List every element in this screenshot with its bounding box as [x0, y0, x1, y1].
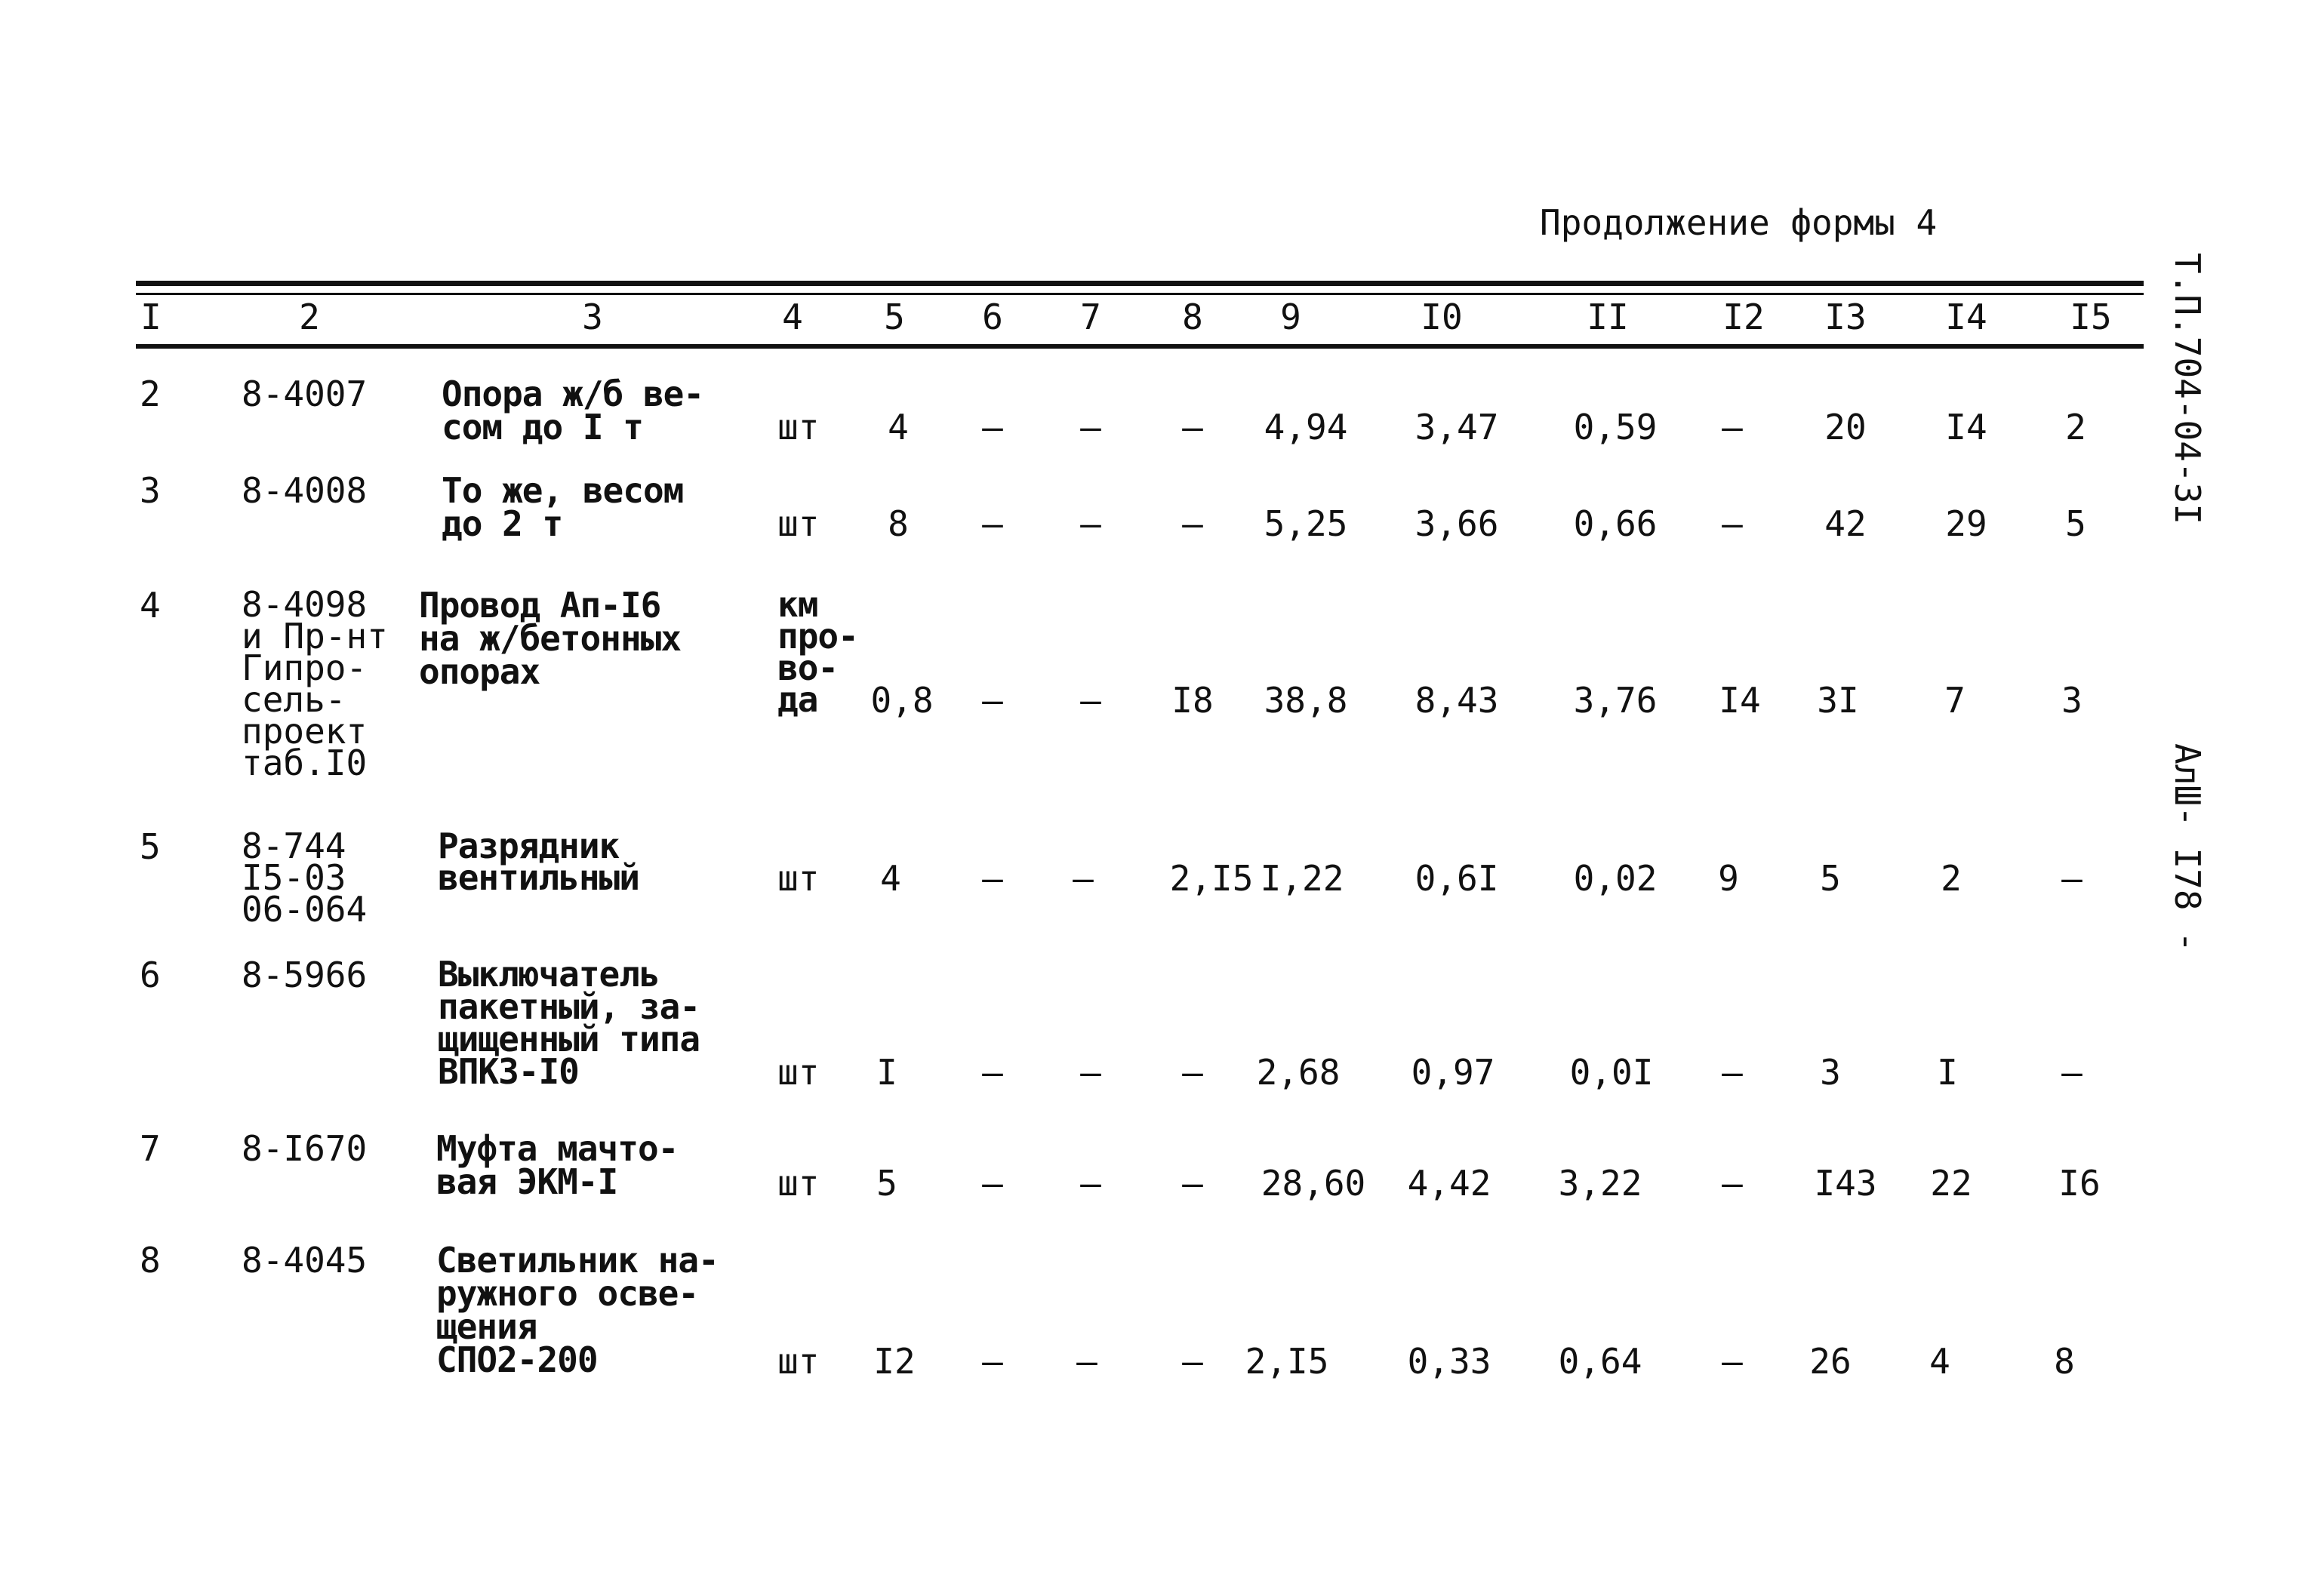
column-header: I3: [1824, 297, 1867, 337]
column-header: 5: [884, 297, 905, 337]
row-number: 6: [140, 955, 161, 995]
cell-c13: 20: [1824, 407, 1867, 447]
cell-c11: 0,02: [1573, 858, 1658, 899]
cell-c14: 7: [1944, 680, 1966, 721]
cell-c6: –: [982, 1163, 1003, 1204]
cell-c7: –: [1076, 1341, 1097, 1382]
cell-c13: 3: [1820, 1052, 1841, 1093]
side-code-bottom: АлШ- I78 -: [2167, 743, 2208, 952]
cell-c11: 3,22: [1558, 1163, 1642, 1204]
cell-c12: 9: [1718, 858, 1739, 899]
column-header: 4: [782, 297, 803, 337]
cell-c14: I: [1937, 1052, 1958, 1093]
cell-c10: 0,33: [1407, 1341, 1491, 1382]
cell-c8: –: [1182, 1163, 1203, 1204]
row-number: 3: [140, 470, 161, 511]
cell-c15: 5: [2065, 503, 2086, 544]
row-number: 4: [140, 585, 161, 626]
cell-c9: 4,94: [1264, 407, 1348, 447]
unit: км про- во- да: [777, 584, 858, 720]
column-header: I: [140, 297, 162, 337]
unit: шт: [777, 503, 820, 544]
work-description: Выключатель пакетный, за- щищенный типа ВПКЗ-I0: [438, 954, 700, 1092]
cell-c10: 4,42: [1407, 1163, 1491, 1204]
column-header: 8: [1182, 297, 1203, 337]
row-number: 5: [140, 826, 161, 867]
cell-c8: –: [1182, 1052, 1203, 1093]
row-number: 7: [140, 1128, 161, 1169]
cell-c11: 0,0I: [1569, 1052, 1654, 1093]
cell-c11: 0,66: [1573, 503, 1658, 544]
cell-c6: –: [982, 680, 1003, 721]
cell-c9: 2,68: [1256, 1052, 1341, 1093]
work-description: Опора ж/б ве- сом до I т: [442, 374, 704, 447]
cell-c9: 2,I5: [1245, 1341, 1329, 1382]
cell-c13: 26: [1809, 1341, 1852, 1382]
cell-c12: I4: [1719, 680, 1761, 721]
cell-c7: –: [1080, 1052, 1101, 1093]
table-header-rule: [136, 344, 2144, 349]
cell-c10: 3,47: [1415, 407, 1499, 447]
cell-c10: 0,97: [1411, 1052, 1495, 1093]
cell-c13: I43: [1814, 1163, 1877, 1204]
cell-c5: 4: [880, 858, 901, 899]
column-header: 7: [1080, 297, 1101, 337]
price-code: 8-4098 и Пр-нт Гипро- сель- проект таб.I0: [242, 584, 388, 783]
cell-c6: –: [982, 1052, 1003, 1093]
cell-c13: 42: [1824, 503, 1867, 544]
cell-c5: 5: [876, 1163, 897, 1204]
cell-c15: 8: [2054, 1341, 2075, 1382]
cell-c12: –: [1722, 1052, 1743, 1093]
row-number: 2: [140, 374, 161, 414]
price-code: 8-744 I5-03 06-064: [242, 826, 368, 930]
price-code: 8-5966: [242, 955, 368, 995]
cell-c7: –: [1080, 1163, 1101, 1204]
cell-c6: –: [982, 503, 1003, 544]
cell-c8: 2,I5: [1169, 858, 1254, 899]
cell-c5: I: [876, 1052, 897, 1093]
cell-c8: I8: [1171, 680, 1214, 721]
unit: шт: [777, 1163, 820, 1204]
cell-c5: 8: [888, 503, 909, 544]
cell-c15: I6: [2058, 1163, 2101, 1204]
price-code: 8-I670: [242, 1128, 368, 1169]
work-description: Светильник на- ружного осве- щения СПО2-200: [436, 1240, 719, 1380]
cell-c12: –: [1722, 503, 1743, 544]
price-code: 8-4007: [242, 374, 368, 414]
unit: шт: [777, 858, 820, 899]
cell-c9: I,22: [1260, 858, 1344, 899]
cell-c12: –: [1722, 407, 1743, 447]
cell-c5: I2: [873, 1341, 916, 1382]
cell-c6: –: [982, 407, 1003, 447]
cell-c14: 29: [1945, 503, 1987, 544]
table-top-rule: [136, 281, 2144, 286]
column-header: 3: [582, 297, 603, 337]
cell-c9: 28,60: [1261, 1163, 1366, 1204]
cell-c5: 4: [888, 407, 909, 447]
cell-c7: –: [1080, 503, 1101, 544]
cell-c14: 4: [1929, 1341, 1950, 1382]
cell-c9: 38,8: [1264, 680, 1348, 721]
column-header: 6: [982, 297, 1003, 337]
price-code: 8-4045: [242, 1240, 368, 1281]
cell-c6: –: [982, 858, 1003, 899]
cell-c9: 5,25: [1264, 503, 1348, 544]
cell-c10: 3,66: [1415, 503, 1499, 544]
row-number: 8: [140, 1240, 161, 1281]
column-header: II: [1587, 297, 1629, 337]
cell-c7: –: [1073, 858, 1094, 899]
cell-c15: 2: [2065, 407, 2086, 447]
cell-c15: 3: [2061, 680, 2083, 721]
cell-c10: 8,43: [1415, 680, 1499, 721]
cell-c7: –: [1080, 407, 1101, 447]
cell-c8: –: [1182, 503, 1203, 544]
cell-c11: 0,64: [1558, 1341, 1642, 1382]
cell-c15: –: [2061, 1052, 2083, 1093]
cell-c12: –: [1722, 1341, 1743, 1382]
cell-c10: 0,6I: [1415, 858, 1499, 899]
cell-c7: –: [1080, 680, 1101, 721]
cell-c12: –: [1722, 1163, 1743, 1204]
column-header: 9: [1280, 297, 1301, 337]
price-code: 8-4008: [242, 470, 368, 511]
work-description: Разрядник вентильный: [438, 826, 639, 898]
unit: шт: [777, 1052, 820, 1093]
cell-c11: 0,59: [1573, 407, 1658, 447]
column-header: I0: [1421, 297, 1463, 337]
work-description: Провод Ап-I6 на ж/бетонных опорах: [419, 585, 682, 692]
work-description: Муфта мачто- вая ЭКМ-I: [436, 1128, 679, 1202]
cell-c8: –: [1182, 407, 1203, 447]
unit: шт: [777, 1341, 820, 1382]
cell-c15: –: [2061, 858, 2083, 899]
work-description: То же, весом до 2 т: [442, 470, 684, 544]
cell-c5: 0,8: [870, 680, 934, 721]
column-header: I5: [2070, 297, 2112, 337]
column-header: 2: [299, 297, 320, 337]
cell-c6: –: [982, 1341, 1003, 1382]
cell-c13: 3I: [1817, 680, 1859, 721]
cell-c11: 3,76: [1573, 680, 1658, 721]
form-caption: Продолжение формы 4: [1540, 202, 1938, 243]
unit: шт: [777, 407, 820, 447]
cell-c13: 5: [1820, 858, 1841, 899]
side-code-top: Т.П.704-04-3I: [2167, 253, 2208, 525]
cell-c14: 2: [1941, 858, 1962, 899]
column-header: I4: [1945, 297, 1987, 337]
cell-c14: 22: [1930, 1163, 1972, 1204]
cell-c8: –: [1182, 1341, 1203, 1382]
column-header: I2: [1722, 297, 1765, 337]
cell-c14: I4: [1945, 407, 1987, 447]
